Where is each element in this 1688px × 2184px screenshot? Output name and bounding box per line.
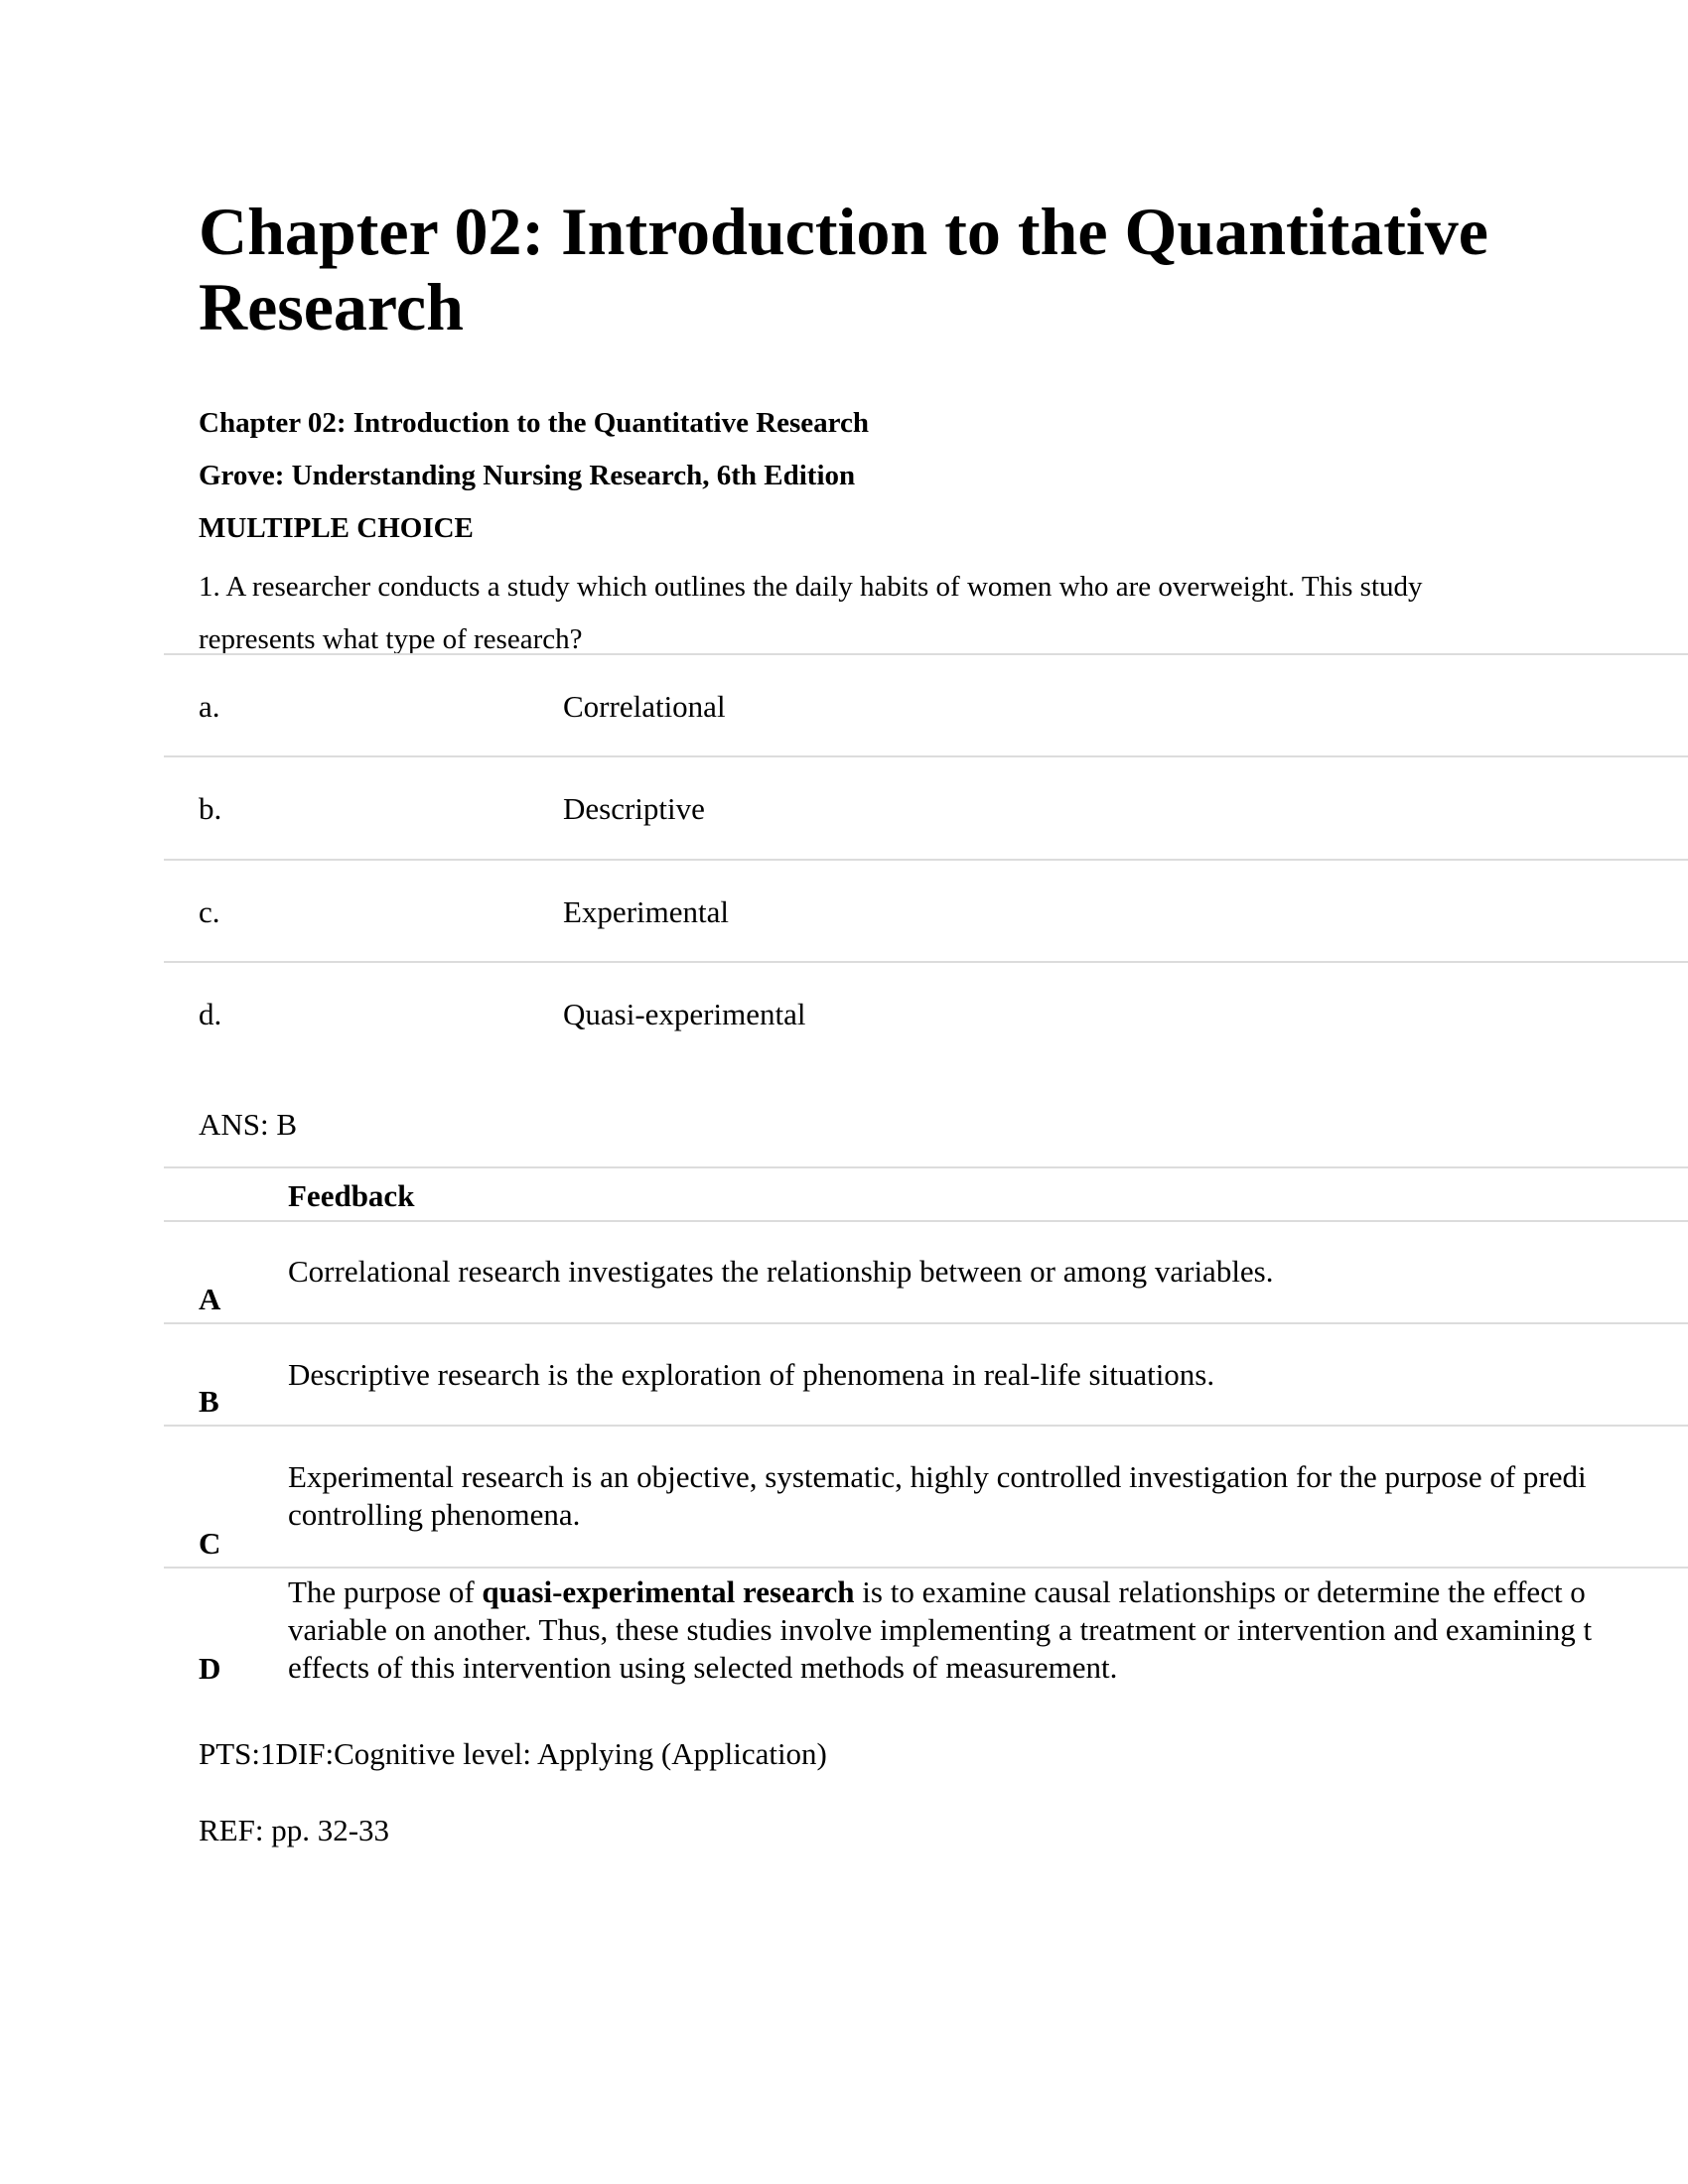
feedback-text-b bbox=[288, 1356, 1688, 1394]
feedback-line: Experimental research is an objective, systematic, highly controlled investigation for the purpose of predi bbox=[288, 1459, 1587, 1494]
page-title: Chapter 02: Introduction to the Quantitative Research bbox=[199, 194, 1488, 344]
answer-key: ANS: B bbox=[199, 1107, 298, 1142]
feedback-text-c bbox=[288, 1458, 1688, 1534]
divider bbox=[164, 961, 1688, 963]
feedback-line: variable on another. Thus, these studies involve implementing a treatment or intervention and examining t bbox=[288, 1612, 1593, 1647]
feedback-line: Descriptive research is the exploration of phenomena in real-life situations. bbox=[288, 1357, 1215, 1392]
page-reference: REF: pp. 32-33 bbox=[199, 1813, 390, 1847]
feedback-letter-b: B bbox=[199, 1384, 219, 1419]
feedback-text-a bbox=[288, 1253, 1688, 1291]
divider bbox=[164, 1220, 1688, 1222]
option-text-a: Correlational bbox=[563, 689, 726, 724]
option-text-b: Descriptive bbox=[563, 791, 705, 826]
option-text-d: Quasi-experimental bbox=[563, 997, 806, 1031]
feedback-letter-c: C bbox=[199, 1526, 221, 1561]
option-letter-d: d. bbox=[199, 997, 222, 1031]
divider bbox=[164, 1425, 1688, 1427]
feedback-letter-a: A bbox=[199, 1282, 221, 1316]
option-letter-c: c. bbox=[199, 894, 220, 929]
points-difficulty: PTS:1DIF:Cognitive level: Applying (Application) bbox=[199, 1736, 827, 1771]
option-letter-a: a. bbox=[199, 689, 220, 724]
feedback-letter-d: D bbox=[199, 1651, 221, 1686]
book-heading: Grove: Understanding Nursing Research, 6th Edition bbox=[199, 460, 856, 491]
divider bbox=[164, 1322, 1688, 1324]
feedback-line: controlling phenomena. bbox=[288, 1497, 581, 1532]
divider bbox=[164, 755, 1688, 757]
divider bbox=[164, 1567, 1688, 1569]
question-text: 1. A researcher conducts a study which outlines the daily habits of women who are overweight. This study represents what type of research? bbox=[199, 571, 1423, 655]
feedback-text-segment: is to examine causal relationships or determine the effect o bbox=[854, 1574, 1586, 1609]
feedback-line: effects of this intervention using selected methods of measurement. bbox=[288, 1650, 1118, 1685]
divider bbox=[164, 859, 1688, 861]
option-letter-b: b. bbox=[199, 791, 222, 826]
feedback-heading: Feedback bbox=[288, 1178, 415, 1213]
divider bbox=[164, 1166, 1688, 1168]
chapter-heading: Chapter 02: Introduction to the Quantitative Research bbox=[199, 407, 870, 439]
feedback-line: Correlational research investigates the relationship between or among variables. bbox=[288, 1254, 1274, 1289]
feedback-bold-term: quasi-experimental research bbox=[482, 1574, 855, 1609]
feedback-text-d bbox=[288, 1573, 1688, 1687]
feedback-line bbox=[288, 1573, 1688, 1611]
option-text-c: Experimental bbox=[563, 894, 729, 929]
feedback-text-segment: The purpose of bbox=[288, 1574, 483, 1609]
divider bbox=[164, 653, 1688, 655]
section-heading: MULTIPLE CHOICE bbox=[199, 512, 474, 544]
